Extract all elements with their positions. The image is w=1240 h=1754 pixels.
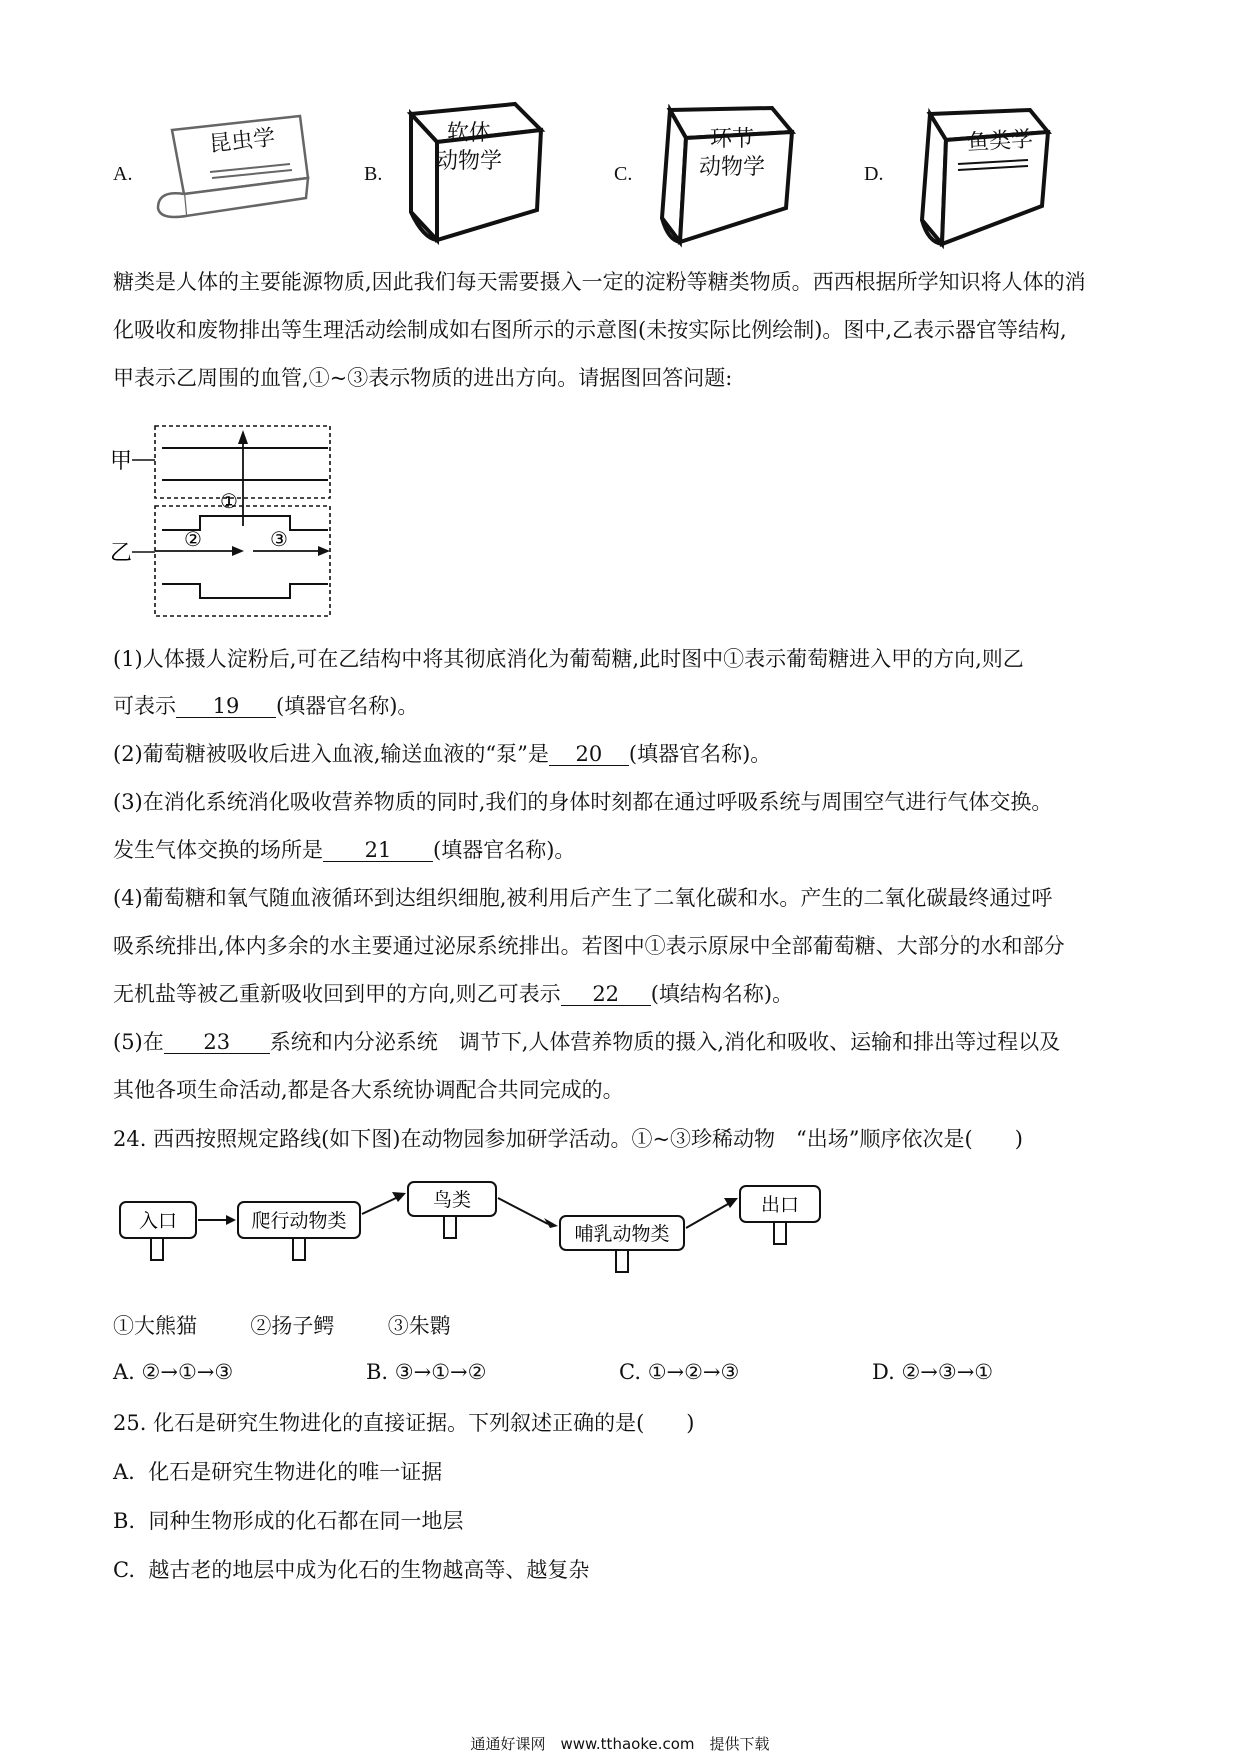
q4-line-2: 吸系统排出,体内多余的水主要通过泌尿系统排出。若图中①表示原尿中全部葡萄糖、大部分的水和部分 [113,934,1065,958]
q2-post: (填器官名称)。 [628,742,772,766]
q25-stem: 25. 化石是研究生物进化的直接证据。下列叙述正确的是( ) [113,1411,695,1435]
option-d-label: D. [864,163,884,185]
route-arrow-1-head [226,1215,236,1225]
q25-option-c-letter: C. [113,1558,135,1582]
book-a-title: 昆虫学 [208,125,277,158]
q3-pre: 发生气体交换的场所是 [113,838,323,862]
zoo-route-diagram [118,1180,858,1276]
q24-option-b[interactable] [366,1360,486,1384]
q4-answer-blank: 22 [561,983,651,1006]
book-b-title-line1: 软体 [446,121,491,146]
q3-line-1: (3)在消化系统消化吸收营养物质的同时,我们的身体时刻都在通过呼吸系统与周围空气进行气体交换。 [113,790,1053,814]
q3-line-2 [113,834,575,864]
q3-post: (填器官名称)。 [433,838,576,862]
sign-exit-label: 出口 [760,1194,800,1216]
q2-pre: (2)葡萄糖被吸收后进入血液,输送血液的“泵”是 [113,742,549,766]
q24-option-d[interactable] [872,1360,993,1384]
sign-reptiles-label: 爬行动物类 [251,1210,347,1232]
q1-answer-blank: 19 [176,695,276,718]
q1-line-1: (1)人体摄人淀粉后,可在乙结构中将其彻底消化为葡萄糖,此时图中①表示葡萄糖进入甲的方向,则乙 [113,647,1024,671]
q24-option-c-letter: C. [619,1360,641,1384]
q5-line-1 [113,1026,1060,1056]
q5-answer-blank: 23 [164,1031,270,1054]
book-c-title [682,126,782,182]
q1-line-2 [113,690,418,720]
sign-reptiles-post [293,1238,305,1260]
sign-birds-label: 鸟类 [432,1189,472,1211]
q25-option-a-letter: A. [113,1460,135,1484]
intro-line-3: 甲表示乙周围的血管,①~③表示物质的进出方向。请据图回答问题: [113,366,733,390]
book-b-title [414,120,524,176]
marker-2: ② [184,527,202,551]
marker-3: ③ [270,527,288,551]
q25-option-b[interactable] [113,1505,463,1535]
q4-post: (填结构名称)。 [650,982,794,1006]
q24-option-a-text: ②→①→③ [141,1360,234,1384]
q24-option-b-letter: B. [366,1360,389,1384]
q25-option-c-text: 越古老的地层中成为化石的生物越高等、越复杂 [148,1558,590,1582]
q3-answer-blank: 21 [323,839,433,862]
q1-pre: 可表示 [113,694,176,718]
q24-option-c[interactable] [619,1360,739,1384]
label-yi: 乙 [110,541,133,566]
q24-option-d-letter: D. [872,1360,895,1384]
option-a-label: A. [113,163,133,185]
q24-animals [113,1310,451,1340]
q25-option-a-text: 化石是研究生物进化的唯一证据 [148,1460,443,1484]
option-c-label: C. [614,163,633,185]
sign-entrance-label: 入口 [138,1210,178,1232]
route-arrow-2-head [392,1192,406,1202]
q1-post: (填器官名称)。 [276,694,419,718]
book-b-title-line2: 动物学 [435,149,502,174]
route-arrow-4 [686,1204,728,1228]
sign-entrance-post [151,1238,163,1260]
intro-line-1: 糖类是人体的主要能源物质,因此我们每天需要摄入一定的淀粉等糖类物质。西西根据所学知识将人体的消 [113,270,1086,294]
route-arrow-2 [362,1198,396,1214]
sign-mammals-post [616,1250,628,1272]
q5-post: 系统和内分泌系统 调节下,人体营养物质的摄入,消化和吸收、运输和排出等过程以及 [269,1030,1061,1054]
q5-pre: (5)在 [113,1030,164,1054]
q25-option-b-letter: B. [113,1509,136,1533]
label-jia: 甲 [110,449,133,474]
q24-stem: 24. 西西按照规定路线(如下图)在动物园参加研学活动。①~③珍稀动物 “出场”顺序依次是( ) [113,1127,1023,1151]
page-footer: 通通好课网 www.tthaoke.com 提供下载 [470,1735,770,1753]
marker-1: ① [220,489,238,513]
q24-option-c-text: ①→②→③ [647,1360,740,1384]
option-b-label: B. [364,163,383,185]
sign-mammals-label: 哺乳动物类 [574,1223,670,1245]
animal-1: ①大熊猫 [113,1314,197,1338]
sign-birds-post [444,1216,456,1238]
q4-line-3 [113,978,793,1008]
absorption-diagram [110,418,340,618]
q25-option-c[interactable] [113,1554,589,1584]
book-c-title-line2: 动物学 [698,155,765,180]
sign-exit-post [774,1222,786,1244]
intro-line-2: 化吸收和废物排出等生理活动绘制成如右图所示的示意图(未按实际比例绘制)。图中,乙表示器官等结构, [113,318,1067,342]
animal-3: ③朱鹮 [387,1314,451,1338]
route-arrow-3 [498,1198,548,1224]
q24-option-a-letter: A. [113,1360,135,1384]
animal-2: ②扬子鳄 [250,1314,335,1338]
arrow-3-head [318,546,330,556]
q24-option-a[interactable] [113,1360,233,1384]
q24-option-d-text: ②→③→① [901,1360,994,1384]
q25-option-b-text: 同种生物形成的化石都在同一地层 [148,1509,464,1533]
q2-answer-blank: 20 [549,743,629,766]
arrow-2-head [232,546,244,556]
q4-line-1: (4)葡萄糖和氧气随血液循环到达组织细胞,被利用后产生了二氧化碳和水。产生的二氧化碳最终通过呼 [113,886,1053,910]
q5-line-2: 其他各项生命活动,都是各大系统协调配合共同完成的。 [113,1078,624,1102]
arrow-1-head [238,430,248,444]
book-d-title: 鱼类学 [966,127,1034,156]
organ-wall-bottom [162,584,328,598]
q24-option-b-text: ③→①→② [394,1360,487,1384]
q4-pre: 无机盐等被乙重新吸收回到甲的方向,则乙可表示 [113,982,561,1006]
q25-option-a[interactable] [113,1456,442,1486]
q2-line [113,738,771,768]
book-c-title-line1: 环节 [709,127,754,152]
route-arrow-4-head [724,1198,738,1208]
